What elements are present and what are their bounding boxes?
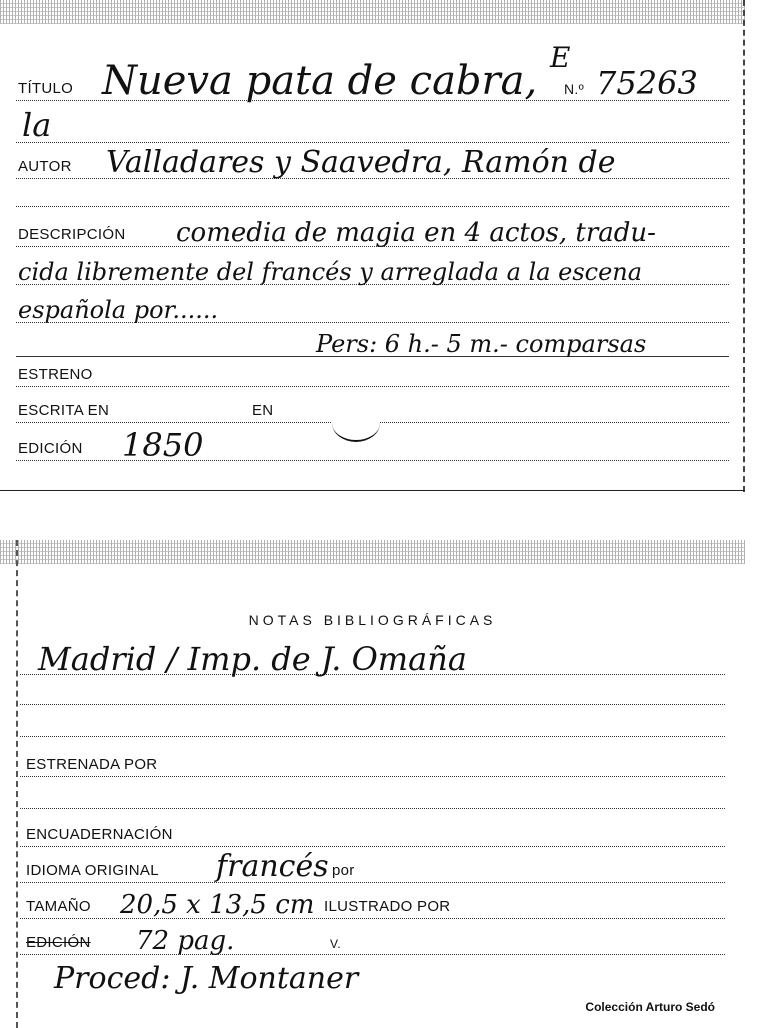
autor-value: Valladares y Saavedra, Ramón de (106, 145, 616, 180)
collection-footer: Colección Arturo Sedó (585, 1000, 715, 1014)
estreno-label: ESTRENO (18, 366, 93, 383)
descripcion-line1: comedia de magia en 4 actos, tradu- (176, 218, 656, 248)
card-bottom-rule (0, 490, 745, 491)
descripcion-label: DESCRIPCIÓN (18, 226, 126, 243)
numero-prefix: N.º (564, 81, 585, 97)
estrenada-por-row (20, 740, 725, 777)
tamano-row (20, 884, 725, 919)
escrita-en-label: ESCRITA EN (18, 402, 110, 419)
titulo-value: Nueva pata de cabra, (102, 58, 538, 104)
encuadernacion-row (20, 812, 725, 847)
titulo-row (16, 41, 729, 104)
idioma-value: francés (216, 849, 329, 884)
ilustrado-label: ILUSTRADO POR (324, 898, 451, 915)
edicion-row-back (20, 920, 725, 955)
edicion-row (16, 424, 729, 464)
descripcion-row (16, 212, 729, 247)
numero-value: 75263 (596, 64, 698, 102)
v-label: V. (330, 937, 341, 951)
edicion-value: 1850 (122, 426, 204, 464)
edicion-label-back: EDICIÓN (26, 934, 91, 951)
titulo-label: TÍTULO (18, 80, 74, 97)
descripcion-row-4 (16, 322, 729, 357)
notas-row-2 (20, 676, 725, 705)
titulo-continuation-row (16, 102, 729, 143)
blank-row-1 (16, 180, 729, 207)
notas-row-1 (20, 634, 725, 678)
proced-row (20, 956, 725, 994)
edicion-label: EDICIÓN (18, 440, 83, 457)
descripcion-line2: cida libremente del francés y arreglada a la escena (18, 258, 643, 286)
notas-value: Madrid / Imp. de J. Omaña (38, 640, 467, 678)
encuadernacion-label: ENCUADERNACIÓN (26, 826, 173, 843)
idioma-row (20, 848, 725, 883)
autor-row (16, 138, 729, 179)
notas-row-3 (20, 706, 725, 737)
catalog-card-back (0, 540, 745, 1028)
titulo-continuation: la (22, 106, 52, 144)
card-top-edge-back (0, 540, 745, 564)
estreno-row (16, 356, 729, 387)
catalog-card-front (0, 0, 745, 492)
proced-value: Proced: J. Montaner (54, 961, 359, 996)
autor-label: AUTOR (18, 158, 72, 175)
en-label: EN (252, 402, 274, 419)
edicion-value-back: 72 pag. (136, 926, 235, 956)
tamano-label: TAMAÑO (26, 898, 91, 915)
tamano-value: 20,5 x 13,5 cm (120, 890, 315, 920)
numero-letter: E (550, 41, 571, 74)
blank-row-2 (20, 778, 725, 809)
descripcion-row-2 (16, 248, 729, 285)
estrenada-por-label: ESTRENADA POR (26, 756, 158, 773)
por-label: por (332, 862, 355, 879)
descripcion-row-3 (16, 286, 729, 323)
descripcion-line3: española por...... (18, 296, 219, 324)
descripcion-line4: Pers: 6 h.- 5 m.- comparsas (316, 330, 647, 358)
card-right-edge (739, 0, 745, 492)
notas-title: NOTAS BIBLIOGRÁFICAS (248, 612, 497, 628)
idioma-label: IDIOMA ORIGINAL (26, 862, 159, 879)
card-top-edge (0, 0, 745, 24)
